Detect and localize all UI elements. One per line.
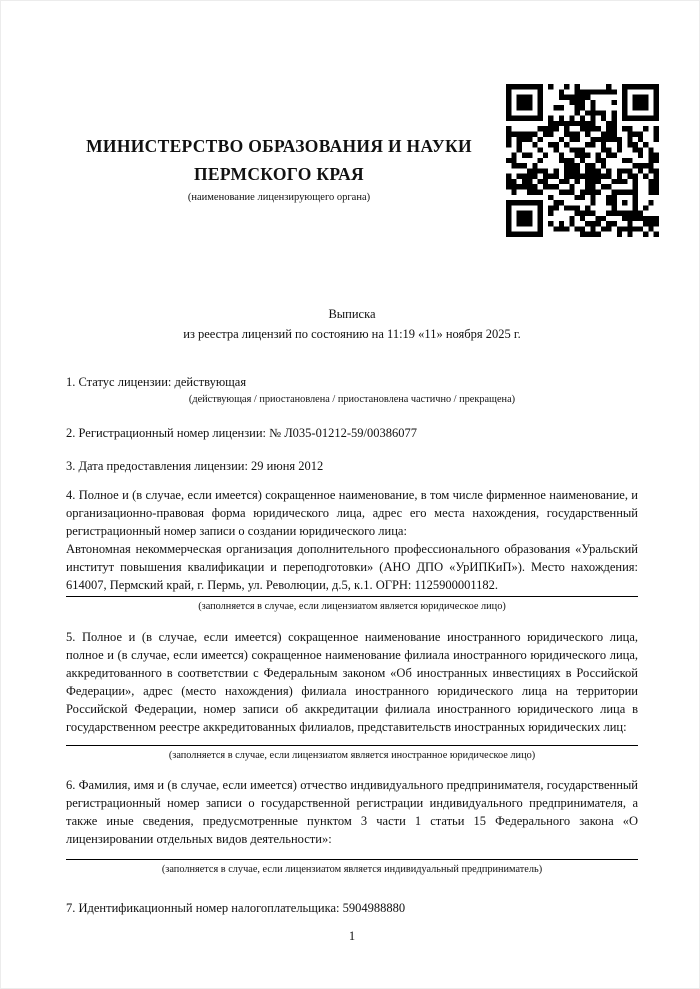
- document-body: [66, 298, 638, 917]
- item-4-legal-entity-value: Автономная некоммерческая организация дополнительного профессионального образования «Уральский институт повышения квалификации и переподготовки» (АНО ДПО «УрИПКиП»). Место нахождения: 614007, Пермский край, г. Пермь, ул. Революции, д.5, к.1. ОГРН: 1125900001182.: [66, 542, 638, 592]
- item-1-caption: (действующая / приостановлена / приостановлена частично / прекращена): [188, 394, 516, 405]
- authority-name-line1: МИНИСТЕРСТВО ОБРАЗОВАНИЯ И НАУКИ: [86, 136, 472, 156]
- item-5-caption: (заполняется в случае, если лицензиатом является иностранное юридическое лицо): [168, 750, 536, 761]
- authority-name-line2: ПЕРМСКОГО КРАЯ: [194, 164, 364, 184]
- qr-code-icon: [506, 84, 659, 237]
- item-1-license-status: 1. Статус лицензии: действующая: [66, 375, 247, 389]
- title-line2: из реестра лицензий по состоянию на 11:19 «11» ноября 2025 г.: [183, 327, 521, 341]
- licensing-authority-name: [64, 132, 494, 188]
- item-3-license-date: 3. Дата предоставления лицензии: 29 июня 2012: [66, 459, 324, 473]
- item-4-legal-entity-label: 4. Полное и (в случае, если имеется) сокращенное наименование, в том числе фирменное наименование, и организационно-правовая форма юридического лица, адрес его места нахождения, государственный регистрационный номер записи о создании юридического лица:: [66, 488, 638, 538]
- document-title: [66, 304, 638, 344]
- item-2-registration-number: 2. Регистрационный номер лицензии: № Л035-01212-59/00386077: [66, 426, 417, 440]
- item-4-fill-line: [66, 596, 638, 597]
- authority-caption: (наименование лицензирующего органа): [187, 192, 371, 203]
- item-6-fill-line: [66, 859, 638, 860]
- item-4-caption: (заполняется в случае, если лицензиатом является юридическое лицо): [198, 601, 506, 612]
- item-5-foreign-entity-label: 5. Полное и (в случае, если имеется) сокращенное наименование иностранного юридического лица, полное и (в случае, если имеется) сокращенное наименование филиала иностранного юридического лица, аккредитованного в соответствии с Федеральным законом «Об иностранных инвестициях в Российской Федерации», адрес (место нахождения) филиала иностранного юридического лица на территории Российской Федерации, номер записи об аккредитации филиала иностранного юридического лица в государственном реестре аккредитованных филиалов, представительств иностранных юридических лиц:: [66, 630, 638, 734]
- document-header: [64, 132, 494, 205]
- item-5-fill-line: [66, 745, 638, 746]
- title-line1: Выписка: [328, 307, 376, 321]
- item-6-individual-entrepreneur-label: 6. Фамилия, имя и (в случае, если имеется) отчество индивидуального предпринимателя, государственный регистрационный номер записи о государственной регистрации индивидуального предпринимателя, а также иные сведения, предусмотренные пунктом 3 части 1 статьи 15 Федерального закона «О лицензировании отдельных видов деятельности»:: [66, 778, 638, 846]
- item-7-taxpayer-id: 7. Идентификационный номер налогоплательщика: 5904988880: [66, 901, 406, 915]
- item-6-caption: (заполняется в случае, если лицензиатом является индивидуальный предприниматель): [161, 864, 543, 875]
- page-number: 1: [348, 929, 356, 943]
